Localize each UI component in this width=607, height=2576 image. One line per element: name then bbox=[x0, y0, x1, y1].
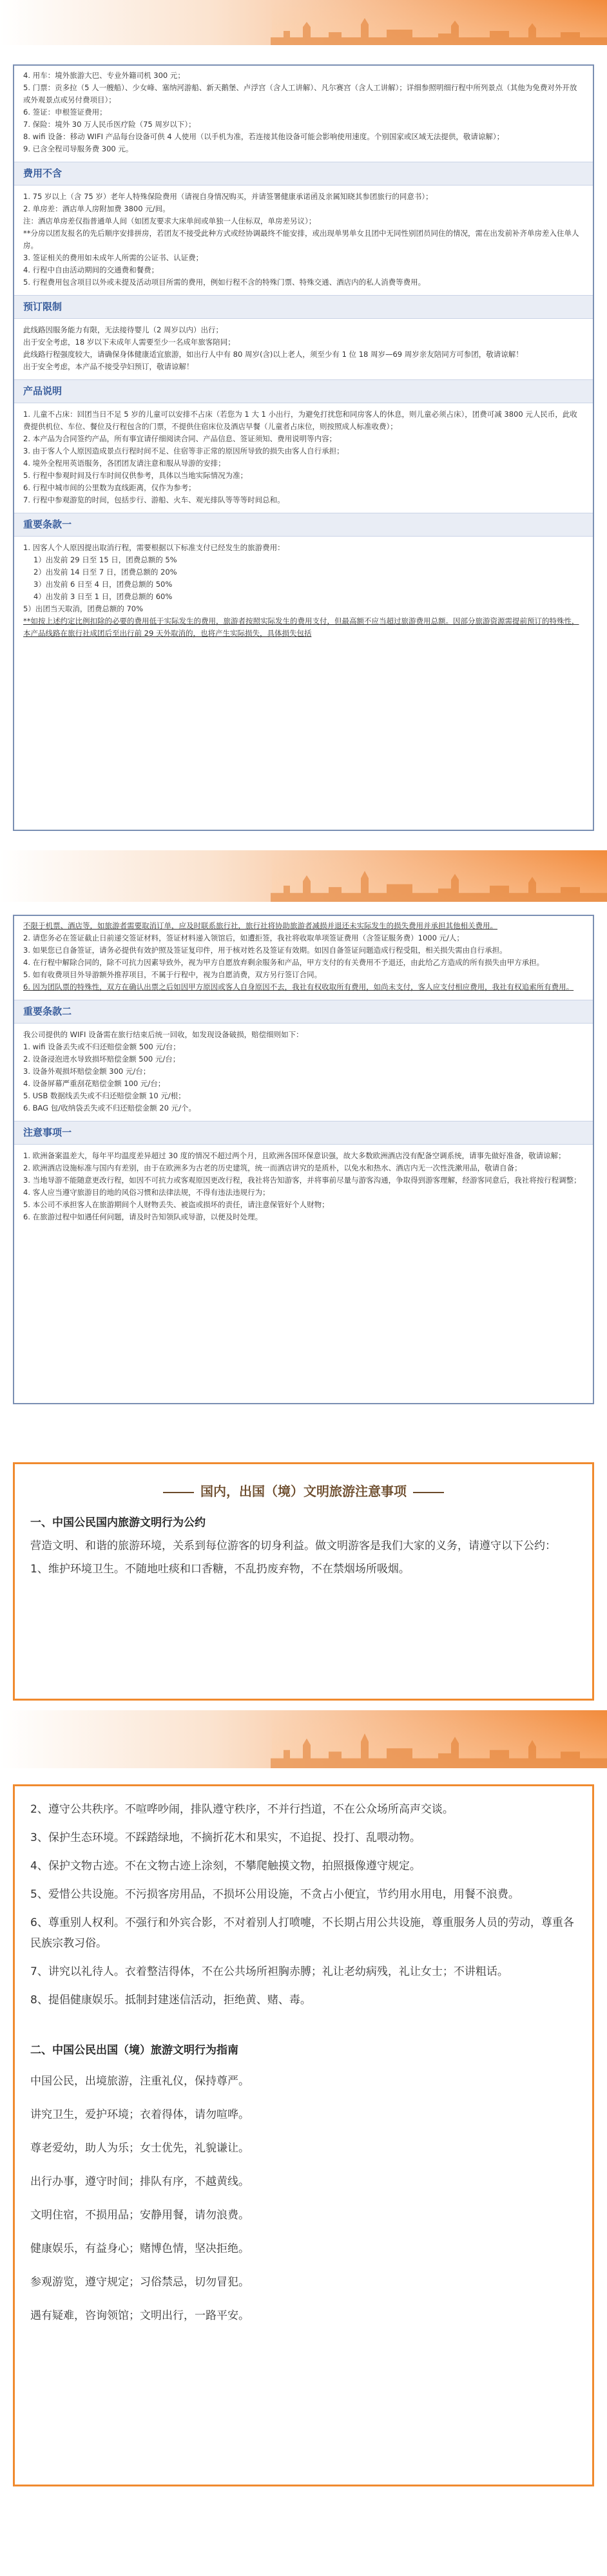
notice-line: 4. 客人应当遵守旅游目的地的风俗习惯和法律法规，不得有违法违规行为； bbox=[23, 1188, 270, 1197]
abroad-line: 文明住宿，不损用品；安静用餐，请勿浪费。 bbox=[30, 2209, 249, 2222]
fee-included-line: 4. 用车：境外旅游大巴、专业外籍司机 300 元； bbox=[23, 71, 185, 80]
wifi-line: 6. BAG 包/收纳袋丢失或不归还赔偿金额 20 元/个。 bbox=[23, 1103, 196, 1112]
wifi-line: 1. wifi 设备丢失或不归还赔偿金额 500 元/台； bbox=[23, 1042, 180, 1051]
product-line: 6. 行程中城市间的公里数为直线距离，仅作为参考； bbox=[23, 483, 196, 492]
domestic-item: 7、讲究以礼待人。衣着整洁得体，不在公共场所袒胸赤膊；礼让老幼病残，礼让女士；不讲粗话。 bbox=[30, 1965, 508, 1978]
domestic-heading: 一、中国公民国内旅游文明行为公约 bbox=[30, 1516, 206, 1529]
terms-line: 4. 在行程中解除合同的，除不可抗力因素导致外，视为甲方自愿放弃剩余服务和产品，甲方支付的有关费用不予退还，由此给乙方造成的所有损失由甲方承担。 bbox=[23, 958, 544, 967]
terms-line: 1. 因客人个人原因提出取消行程，需要根据以下标准支付已经发生的旅游费用： bbox=[23, 543, 285, 552]
wifi-line: 我公司提供的 WIFI 设备需在旅行结束后统一回收，如发现设备破损，赔偿细则如下： bbox=[23, 1030, 304, 1039]
civil-travel-card-continued bbox=[13, 1784, 594, 2486]
city-skyline-illustration bbox=[0, 1733, 607, 1768]
domestic-item: 4、保护文物古迹。不在文物古迹上涂刻，不攀爬触摸文物，拍照摄像遵守规定。 bbox=[30, 1860, 421, 1873]
abroad-line: 参观游览，遵守规定；习俗禁忌，切勿冒犯。 bbox=[30, 2276, 249, 2289]
booking-line: 此线路行程强度较大，请确保身体健康适宜旅游，如出行人中有 80 周岁(含)以上老人，须至少有 1 位 18 周岁—69 周岁亲友陪同方可参团，敬请谅解！ bbox=[23, 350, 523, 359]
section-title-booking: 预订限制 bbox=[14, 295, 593, 319]
terms-line: 2）出发前 14 日至 7 日，团费总额的 20% bbox=[34, 568, 177, 577]
product-line: 3. 由于客人个人原因造成景点行程时间不足、住宿等非正常的原因所导致的损失由客人自行承担； bbox=[23, 446, 344, 455]
abroad-heading: 二、中国公民出国（境）旅游文明行为指南 bbox=[30, 2044, 238, 2057]
details-panel-1 bbox=[13, 64, 594, 831]
notice-line: 5. 本公司不承担客人在旅游期间个人财物丢失、被盗或损坏的责任，请注意保管好个人财物； bbox=[23, 1200, 329, 1209]
domestic-item: 3、保护生态环境。不踩踏绿地，不摘折花木和果实，不追捉、投打、乱喂动物。 bbox=[30, 1831, 421, 1844]
wifi-line: 5. USB 数据线丢失或不归还赔偿金额 10 元/根； bbox=[23, 1091, 186, 1100]
header-banner-2 bbox=[0, 850, 607, 902]
fee-included-line: 7. 保险：境外 30 万人民币医疗险（75 周岁以下）； bbox=[23, 120, 196, 129]
section-title-product: 产品说明 bbox=[14, 379, 593, 403]
domestic-item: 6、尊重别人权利。不强行和外宾合影，不对着别人打喷嚏，不长期占用公共设施，尊重服务人员的劳动，尊重各民族宗教习俗。 bbox=[30, 1916, 574, 1950]
domestic-item: 2、遵守公共秩序。不喧哗吵闹，排队遵守秩序，不并行挡道，不在公众场所高声交谈。 bbox=[30, 1803, 454, 1816]
section-title-terms-2: 重要条款二 bbox=[14, 1000, 593, 1024]
terms-line: 3）出发前 6 日至 4 日，团费总额的 50% bbox=[34, 580, 173, 589]
abroad-line: 讲究卫生，爱护环境；衣着得体，请勿喧哗。 bbox=[30, 2108, 249, 2121]
product-line: 1. 儿童不占床：回团当日不足 5 岁的儿童可以安排不占床（若您为 1 大 1 小出行，为避免打扰您和同房客人的休息，则儿童必须占床），团费可减 3800 元人民币，此收费提供机位、车位、餐位及行程包含的门票，不提供住宿床位及酒店早餐（儿童者占床位，则按照成人标准收费）； bbox=[23, 410, 577, 431]
booking-line: 出于安全考虑，本产品不接受孕妇预订，敬请谅解！ bbox=[23, 362, 194, 371]
booking-line: 出于安全考虑，18 岁以下未成年人需要至少一名成年旅客陪同； bbox=[23, 338, 235, 347]
notice-line: 2. 欧洲酒店设施标准与国内有差别，由于在欧洲多为古老的历史建筑，统一而酒店讲究的是质朴，以免水和热水、酒店内无一次性洗漱用品，敬请自备； bbox=[23, 1163, 522, 1172]
notice-line: 3. 当地导游不能随意更改行程，如因不可抗力或客观原因更改行程，我社将告知游客，并将事前尽量与游客沟通，争取得到游客理解，经游客同意后，我社将按行程调整； bbox=[23, 1176, 581, 1185]
terms-line: 3. 如果您已自备签证，请务必提供有效护照及签证复印件，用于核对姓名及签证有效期。如因自备签证问题造成行程受阻，相关损失需由自行承担。 bbox=[23, 946, 507, 955]
civil-travel-card bbox=[13, 1462, 594, 1701]
terms-line: 1）出发前 29 日至 15 日，团费总额的 5% bbox=[34, 555, 177, 564]
terms-line: 不限于机票、酒店等，如旅游者需要取消订单，应及时联系旅行社，旅行社将协助旅游者减损并退还未实际发生的损失费用并承担其他相关费用。 bbox=[23, 921, 497, 930]
city-skyline-illustration bbox=[0, 871, 607, 902]
section-title-notice: 注意事项一 bbox=[14, 1121, 593, 1145]
abroad-line: 健康娱乐，有益身心；赌博色情，坚决拒绝。 bbox=[30, 2242, 249, 2255]
fee-excluded-line: 注：酒店单房差仅指普通单人间（如团友要求大床单间或单独一人住标双，单房差另议）； bbox=[23, 216, 316, 225]
header-banner-1 bbox=[0, 0, 607, 45]
terms-line: 5）出团当天取消，团费总额的 70% bbox=[23, 604, 144, 613]
notice-line: 1. 欧洲备案温差大，每年平均温度差异超过 30 度的情况不超过两个月，且欧洲各国环保意识强，故大多数欧洲酒店没有配备空调系统，请事先做好准备，敬请谅解； bbox=[23, 1151, 566, 1160]
fee-excluded-line: **分房以团友报名的先后顺序安排拼房，若团友不接受此种方式或经协调最终不能安排，或出现单男单女且团中无同性别团员同住的情况，需在出发前补齐单房差入住单人房。 bbox=[23, 229, 579, 250]
abroad-line: 尊老爱幼，助人为乐；女士优先，礼貌谦让。 bbox=[30, 2142, 249, 2155]
terms-line: **如按上述约定比例扣除的必要的费用低于实际发生的费用，旅游者按照实际发生的费用支付，但最高额不应当超过旅游费用总额。因部分旅游资源需提前预订的特殊性，本产品线路在旅行社成团后至出行前 29 天外取消的，也将产生实际损失，具体损失包括 bbox=[23, 616, 579, 638]
product-line: 2. 本产品为合同签约产品，所有事宜请仔细阅读合同、产品信息、签证须知、费用说明等内容； bbox=[23, 434, 337, 443]
wifi-line: 4. 设备屏幕严重刮花赔偿金额 100 元/台； bbox=[23, 1079, 166, 1088]
terms-line: 5. 如有收费项目外导游额外推荐项目，不属于行程中，视为自愿消费，双方另行签订合同。 bbox=[23, 970, 322, 979]
fee-excluded-line: 1. 75 岁以上（含 75 岁）老年人特殊保险费用（请视自身情况购买，并请签署健康承诺函及亲属知晓其参团旅行的同意书）； bbox=[23, 192, 433, 201]
title-dash-right bbox=[413, 1492, 444, 1493]
abroad-line: 出行办事，遵守时间；排队有序，不越黄线。 bbox=[30, 2175, 249, 2188]
domestic-item: 5、爱惜公共设施。不污损客房用品，不损坏公用设施，不贪占小便宜，节约用水用电，用餐不浪费。 bbox=[30, 1888, 519, 1901]
fee-included-line: 8. wifi 设备：移动 WIFI 产品每台设备可供 4 人使用（以手机为准，若连接其他设备可能会影响使用速度。个别国家或区域无法提供，敬请谅解）； bbox=[23, 132, 505, 141]
header-banner-3 bbox=[0, 1710, 607, 1768]
fee-included-line: 5. 门票：贡多拉（5 人一艘船）、少女峰、塞纳河游船、新天鹅堡、卢浮宫（含人工讲解）、凡尔赛宫（含人工讲解）；详细参照明细行程中所列景点（其他为免费对外开放或外观景点或另付费项目）； bbox=[23, 83, 577, 104]
section-title-fee-excluded: 费用不含 bbox=[14, 162, 593, 186]
domestic-item: 1、维护环境卫生。不随地吐痰和口香糖，不乱扔废弃物，不在禁烟场所吸烟。 bbox=[30, 1563, 410, 1576]
product-line: 5. 行程中参观时间及行车时间仅供参考，具体以当地实际情况为准； bbox=[23, 471, 248, 480]
booking-line: 此线路因服务能力有限，无法接待婴儿（2 周岁以内）出行； bbox=[23, 325, 223, 334]
civil-travel-title: 国内，出国（境）文明旅游注意事项 bbox=[15, 1464, 592, 1511]
fee-excluded-line: 2. 单房差：酒店单人房附加费 3800 元/间。 bbox=[23, 204, 170, 213]
domestic-item: 8、提倡健康娱乐。抵制封建迷信活动，拒绝黄、赌、毒。 bbox=[30, 1994, 311, 2007]
notice-line: 6. 在旅游过程中如遇任何问题，请及时告知领队或导游，以便及时处理。 bbox=[23, 1212, 263, 1221]
product-line: 7. 行程中参观游览的时间，包括步行、游船、火车、观光排队等等等时间总和。 bbox=[23, 495, 285, 504]
wifi-line: 3. 设备外观损坏赔偿金额 300 元/台； bbox=[23, 1067, 151, 1076]
fee-included-line: 6. 签证：申根签证费用； bbox=[23, 108, 107, 117]
section-title-terms-1: 重要条款一 bbox=[14, 513, 593, 537]
fee-excluded-line: 3. 签证相关的费用如未成年人所需的公证书、认证费； bbox=[23, 253, 204, 262]
fee-excluded-line: 5. 行程费用包含项目以外或未提及活动项目所需的费用，例如行程不含的特殊门票、特殊交通、酒店内的私人消费等费用。 bbox=[23, 278, 426, 287]
abroad-line: 遇有疑难，咨询领馆；文明出行，一路平安。 bbox=[30, 2309, 249, 2322]
title-dash-left bbox=[163, 1492, 194, 1493]
terms-line: 4）出发前 3 日至 1 日，团费总额的 60% bbox=[34, 592, 173, 601]
city-skyline-illustration bbox=[0, 18, 607, 45]
terms-line: 6. 因为团队票的特殊性，双方在确认出票之后如因甲方原因或客人自身原因不去，我社有权收取所有费用，如尚未支付，客人应支付相应费用，我社有权追索所有费用。 bbox=[23, 982, 574, 991]
details-panel-2 bbox=[13, 915, 594, 1404]
product-line: 4. 境外全程用英语服务，各团团友请注意和服从导游的安排； bbox=[23, 459, 226, 468]
abroad-line: 中国公民，出境旅游，注重礼仪，保持尊严。 bbox=[30, 2075, 249, 2088]
fee-included-line: 9. 已含全程司导服务费 300 元。 bbox=[23, 144, 133, 153]
fee-excluded-line: 4. 行程中自由活动期间的交通费和餐费； bbox=[23, 265, 159, 274]
domestic-intro: 营造文明、和谐的旅游环境，关系到每位游客的切身利益。做文明游客是我们大家的义务，请遵守以下公约： bbox=[30, 1540, 556, 1552]
wifi-line: 2. 设备浸泡进水导致损坏赔偿金额 500 元/台； bbox=[23, 1054, 180, 1064]
terms-line: 2. 请您务必在签证截止日前递交签证材料，签证材料递入领馆后，如遭拒签，我社将收取单项签证费用（含签证服务费）1000 元/人； bbox=[23, 933, 464, 942]
